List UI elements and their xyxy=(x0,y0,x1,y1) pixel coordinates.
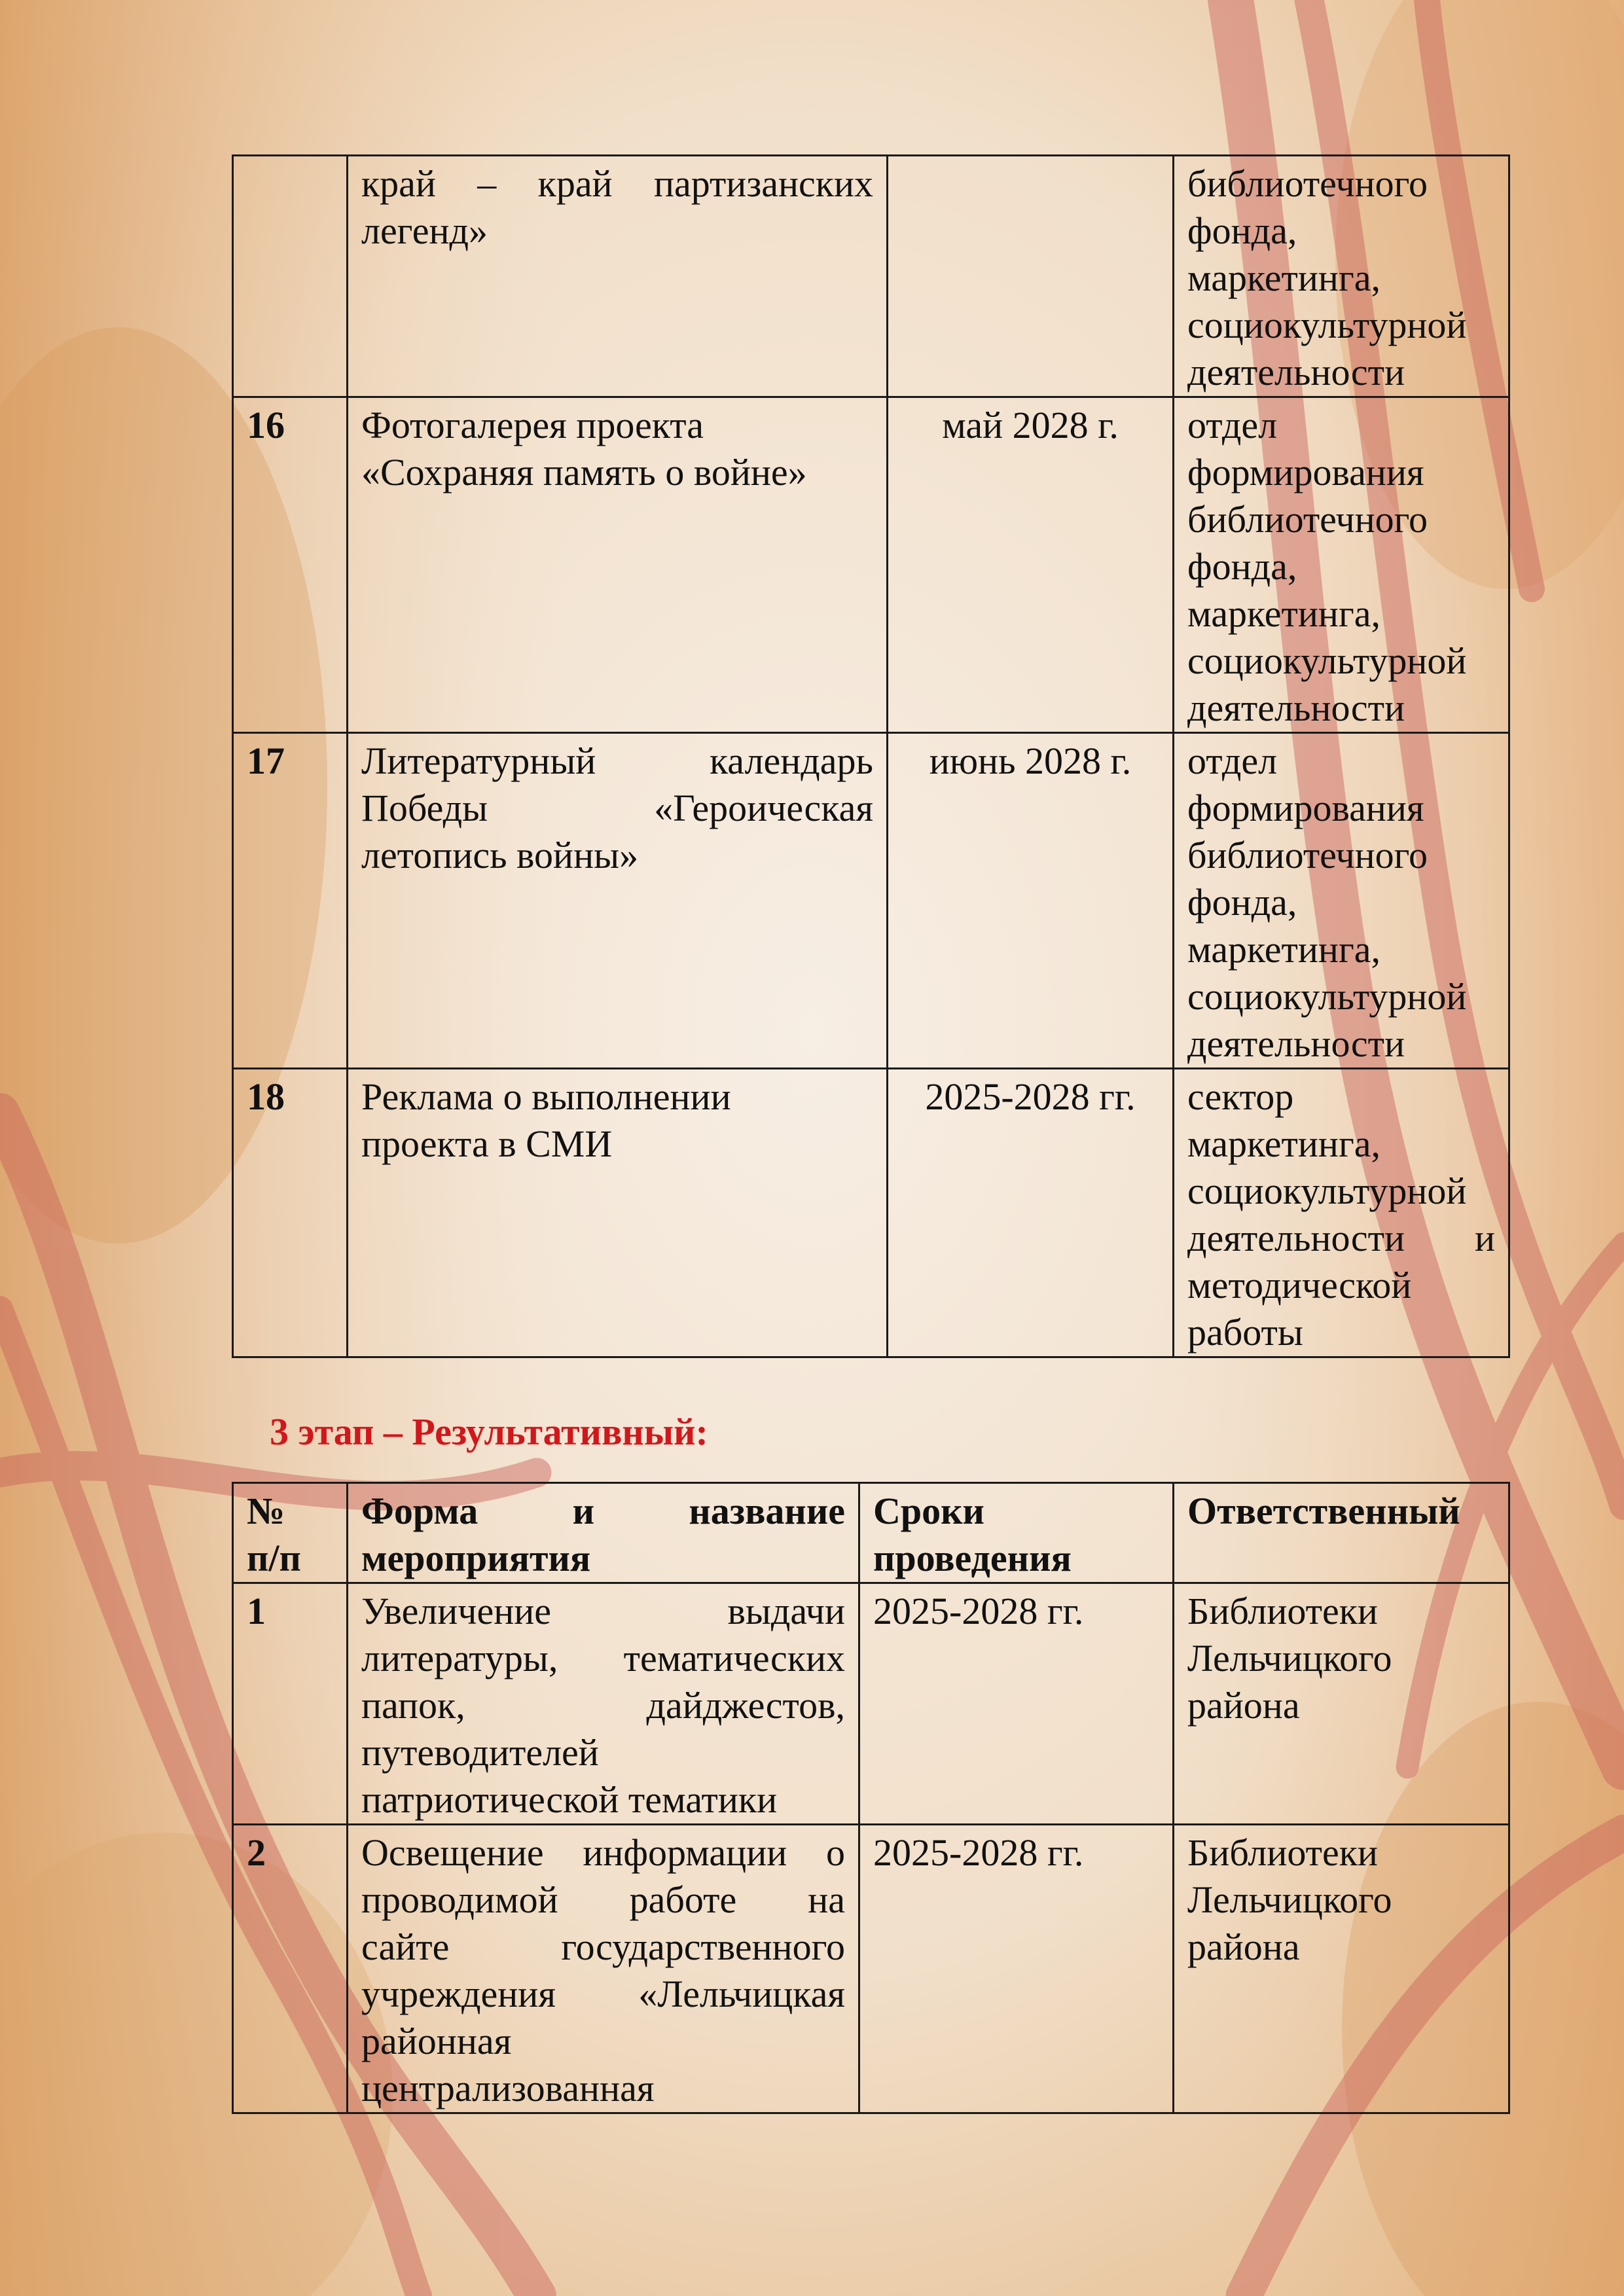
responsible-line: Лельчицкого xyxy=(1187,1878,1392,1921)
responsible-line: методической xyxy=(1187,1264,1412,1306)
event-cell xyxy=(348,1583,859,1825)
header-num xyxy=(233,1483,348,1583)
responsible-line: формирования xyxy=(1187,787,1424,829)
event-line: Увеличение выдачи xyxy=(361,1590,845,1632)
event-line: учреждения «Лельчицкая xyxy=(361,1973,845,2015)
responsible-line: деятельности xyxy=(1187,687,1405,729)
responsible-cell xyxy=(1174,1069,1509,1357)
responsible-line: Библиотеки xyxy=(1187,1590,1378,1632)
responsible-line: отдел xyxy=(1187,740,1278,782)
date-cell: 2025-2028 гг. xyxy=(888,1069,1174,1357)
header-line: № xyxy=(247,1490,285,1532)
event-line: Победы «Героическая xyxy=(361,787,873,829)
row-number: 17 xyxy=(233,733,348,1069)
responsible-line: библиотечного xyxy=(1187,162,1428,205)
responsible-line: социокультурной xyxy=(1187,1170,1467,1212)
row-number: 18 xyxy=(233,1069,348,1357)
event-line: районная xyxy=(361,2020,512,2062)
header-event xyxy=(348,1483,859,1583)
responsible-line: деятельности и xyxy=(1187,1217,1495,1259)
table-row xyxy=(233,733,1509,1069)
date-cell: 2025-2028 гг. xyxy=(859,1583,1174,1825)
event-line: Литературный календарь xyxy=(361,740,873,782)
responsible-line: библиотечного xyxy=(1187,834,1428,876)
event-line: патриотической тематики xyxy=(361,1778,778,1821)
row-number: 16 xyxy=(233,397,348,733)
responsible-line: Библиотеки xyxy=(1187,1831,1378,1874)
event-line: легенд» xyxy=(361,209,488,252)
table-header-row xyxy=(233,1483,1509,1583)
responsible-line: района xyxy=(1187,1926,1300,1968)
responsible-line: сектор xyxy=(1187,1075,1294,1118)
event-line: Фотогалерея проекта xyxy=(361,404,704,446)
event-cell xyxy=(348,1069,888,1357)
responsible-line: фонда, xyxy=(1187,545,1297,588)
responsible-line: фонда, xyxy=(1187,881,1297,924)
table-row xyxy=(233,1069,1509,1357)
header-line: мероприятия xyxy=(361,1537,591,1579)
table-row xyxy=(233,156,1509,397)
date-cell: 2025-2028 гг. xyxy=(859,1825,1174,2113)
responsible-line: социокультурной xyxy=(1187,304,1467,346)
event-cell xyxy=(348,156,888,397)
table-row xyxy=(233,1825,1509,2113)
responsible-line: работы xyxy=(1187,1311,1303,1354)
responsible-cell xyxy=(1174,1583,1509,1825)
date-cell xyxy=(888,156,1174,397)
responsible-line: фонда, xyxy=(1187,209,1297,252)
responsible-line: библиотечного xyxy=(1187,498,1428,541)
responsible-cell xyxy=(1174,733,1509,1069)
event-line: папок, дайджестов, xyxy=(361,1684,845,1727)
header-line: п/п xyxy=(247,1537,301,1579)
event-line: проекта в СМИ xyxy=(361,1122,613,1165)
event-line: «Сохраняя память о войне» xyxy=(361,451,807,493)
row-number: 1 xyxy=(233,1583,348,1825)
stage3-heading: 3 этап – Результативный: xyxy=(270,1410,708,1453)
event-line: летопись войны» xyxy=(361,834,639,876)
header-date xyxy=(859,1483,1174,1583)
event-cell xyxy=(348,1825,859,2113)
responsible-line: маркетинга, xyxy=(1187,257,1380,299)
responsible-line: социокультурной xyxy=(1187,639,1467,682)
row-number xyxy=(233,156,348,397)
event-line: централизованная xyxy=(361,2067,655,2109)
responsible-cell xyxy=(1174,156,1509,397)
responsible-cell xyxy=(1174,397,1509,733)
responsible-line: социокультурной xyxy=(1187,975,1467,1018)
event-line: Освещение информации о xyxy=(361,1831,845,1874)
event-line: край – край партизанских xyxy=(361,162,873,205)
header-responsible xyxy=(1174,1483,1509,1583)
event-line: Реклама о выполнении xyxy=(361,1075,731,1118)
event-line: сайте государственного xyxy=(361,1926,845,1968)
table-row xyxy=(233,397,1509,733)
date-cell: май 2028 г. xyxy=(888,397,1174,733)
header-line: Форма и название xyxy=(361,1490,845,1532)
event-line: литературы, тематических xyxy=(361,1637,845,1679)
date-cell: июнь 2028 г. xyxy=(888,733,1174,1069)
responsible-line: Лельчицкого xyxy=(1187,1637,1392,1679)
header-line: проведения xyxy=(873,1537,1072,1579)
event-line: проводимой работе на xyxy=(361,1878,845,1921)
responsible-line: района xyxy=(1187,1684,1300,1727)
responsible-line: формирования xyxy=(1187,451,1424,493)
event-line: путеводителей xyxy=(361,1731,599,1774)
event-cell xyxy=(348,397,888,733)
responsible-line: маркетинга, xyxy=(1187,1122,1380,1165)
stage3-table xyxy=(232,1482,1510,2114)
header-line: Ответственный xyxy=(1187,1490,1460,1532)
event-cell xyxy=(348,733,888,1069)
responsible-line: маркетинга, xyxy=(1187,928,1380,971)
header-line: Сроки xyxy=(873,1490,984,1532)
responsible-line: маркетинга, xyxy=(1187,592,1380,635)
stage2-table-continued xyxy=(232,154,1510,1358)
responsible-line: деятельности xyxy=(1187,1022,1405,1065)
responsible-line: отдел xyxy=(1187,404,1278,446)
responsible-cell xyxy=(1174,1825,1509,2113)
row-number: 2 xyxy=(233,1825,348,2113)
responsible-line: деятельности xyxy=(1187,351,1405,393)
table-row xyxy=(233,1583,1509,1825)
